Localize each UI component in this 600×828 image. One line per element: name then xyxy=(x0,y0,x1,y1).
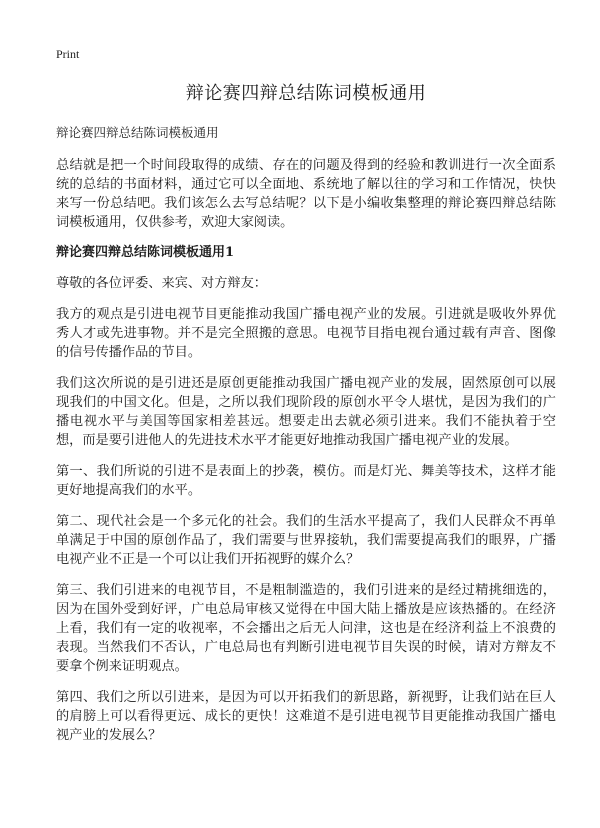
print-link[interactable]: Print xyxy=(56,47,80,61)
body-paragraph: 第三、我们引进来的电视节目，不是粗制滥造的，我们引进来的是经过精挑细选的，因为在国外受到好评，广电总局审核又觉得在中国大陆上播放是应该热播的。在经济上看，我们有一定的收视率，不会播出之后无人问津，这也是在经济利益上不浪费的表现。当然我们不否认，广电总局也有判断引进电视节目失误的时候，请对方辩友不要拿个例来证明观点。 xyxy=(56,583,556,674)
body-paragraph: 第四、我们之所以引进来，是因为可以开拓我们的新思路，新视野，让我们站在巨人的肩膀上可以看得更远、成长的更快！这难道不是引进电视节目更能推动我国广播电视产业的发展么？ xyxy=(56,690,556,743)
page-title: 辩论赛四辩总结陈词模板通用 xyxy=(185,83,427,104)
body-paragraph: 我方的观点是引进电视节目更能推动我国广播电视产业的发展。引进就是吸收外界优秀人才或先进事物。并不是完全照搬的意思。电视节目指电视台通过载有声音、图像的信号传播作品的节目。 xyxy=(56,307,556,360)
salutation-paragraph: 尊敬的各位评委、来宾、对方辩友： xyxy=(56,276,267,291)
body-paragraph: 我们这次所说的是引进还是原创更能推动我国广播电视产业的发展，固然原创可以展现我们的中国文化。但是，之所以我们现阶段的原创水平令人堪忧，是因为我们的广播电视水平与美国等国家相差甚远。想要走出去就必须引进来。我们不能执着于空想，而是要引进他人的先进技术水平才能更好地推动我国广播电视产业的发展。 xyxy=(56,376,556,448)
intro-paragraph: 总结就是把一个时间段取得的成绩、存在的问题及得到的经验和教训进行一次全面系统的总结的书面材料，通过它可以全面地、系统地了解以往的学习和工作情况，快快来写一份总结吧。我们该怎么去写总结呢？以下是小编收集整理的辩论赛四辩总结陈词模板通用，仅供参考，欢迎大家阅读。 xyxy=(56,158,556,230)
document-subtitle: 辩论赛四辩总结陈词模板通用 xyxy=(56,125,219,140)
body-paragraph: 第二、现代社会是一个多元化的社会。我们的生活水平提高了，我们人民群众不再单单满足于中国的原创作品了，我们需要与世界接轨，我们需要提高我们的眼界，广播电视产业不正是一个可以让我们开拓视野的媒介么？ xyxy=(56,514,556,567)
body-paragraph: 第一、我们所说的引进不是表面上的抄袭，模仿。而是灯光、舞美等技术，这样才能更好地提高我们的水平。 xyxy=(56,464,556,498)
section-heading: 辩论赛四辩总结陈词模板通用1 xyxy=(56,245,235,260)
